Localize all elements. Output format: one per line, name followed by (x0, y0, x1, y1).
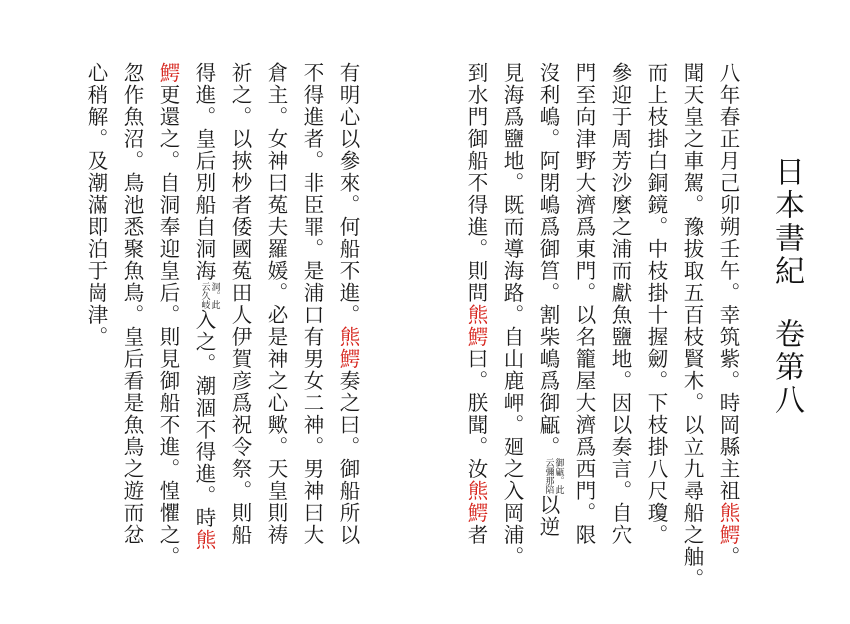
text-column-7: 見海爲鹽地。既而導海路。自山鹿岬。廻之入岡浦。 (500, 62, 524, 568)
volume-label: 卷第八 (769, 318, 804, 417)
text-column-1: 八年春正月己卯朔壬午。幸筑紫。時岡縣主祖熊鰐。 (716, 62, 740, 568)
text-column-5: 門至向津野大濟爲東門。以名籠屋大濟爲西門。限 (572, 62, 596, 546)
text-column-2: 聞天皇之車駕。豫拔取五百枝賢木。以立九尋船之舳。 (680, 62, 704, 590)
text-column-13: 得進。皇后別船自洞海洞。此 云久岐入之。潮涸不得進。時熊 (192, 62, 220, 551)
text-column-14: 鰐更還之。自洞奉迎皇后。則見御船不進。惶懼之。 (156, 62, 180, 568)
text-column-9: 有明心以參來。何船不進。熊鰐奏之曰。御船所以 (336, 62, 360, 546)
book-title-text: 日本書紀 (769, 156, 804, 288)
text-column-4: 參迎于周芳沙麼之浦而獻魚鹽地。因以奏言。自穴 (608, 62, 632, 546)
name-highlight: 熊鰐 (464, 480, 488, 524)
name-highlight: 熊鰐 (336, 326, 360, 370)
text-column-15: 忽作魚沼。鳥池悉聚魚鳥。皇后看是魚鳥之遊而忿 (120, 62, 144, 546)
text-column-6: 沒利嶋。阿閉嶋爲御筥。割柴嶋爲御甂。御甂。此 云彌那陪以逆 (536, 62, 564, 538)
text-column-3: 而上枝掛白銅鏡。中枝掛十握劒。下枝掛八尺瓊。 (644, 62, 668, 546)
interlinear-note: 洞。此 云久岐 (199, 282, 220, 309)
interlinear-note: 御甂。此 云彌那陪 (543, 458, 564, 494)
name-highlight: 鰐 (156, 62, 180, 84)
text-column-11: 倉主。女神曰菟夫羅媛。必是神之心歟。天皇則祷 (264, 62, 288, 546)
text-column-16: 心稍解。及潮滿即泊于崗津。 (84, 62, 108, 348)
name-highlight: 熊鰐 (464, 304, 488, 348)
text-column-12: 祈之。以挾杪者倭國菟田人伊賀彦爲祝令祭。則船 (228, 62, 252, 546)
name-highlight: 熊鰐 (716, 502, 740, 546)
book-title (764, 156, 808, 417)
name-highlight: 熊 (192, 529, 216, 551)
text-column-8: 到水門御船不得進。則問熊鰐曰。朕聞。汝熊鰐者 (464, 62, 488, 546)
text-column-10: 不得進者。非臣罪。是浦口有男女二神。男神曰大 (300, 62, 324, 546)
